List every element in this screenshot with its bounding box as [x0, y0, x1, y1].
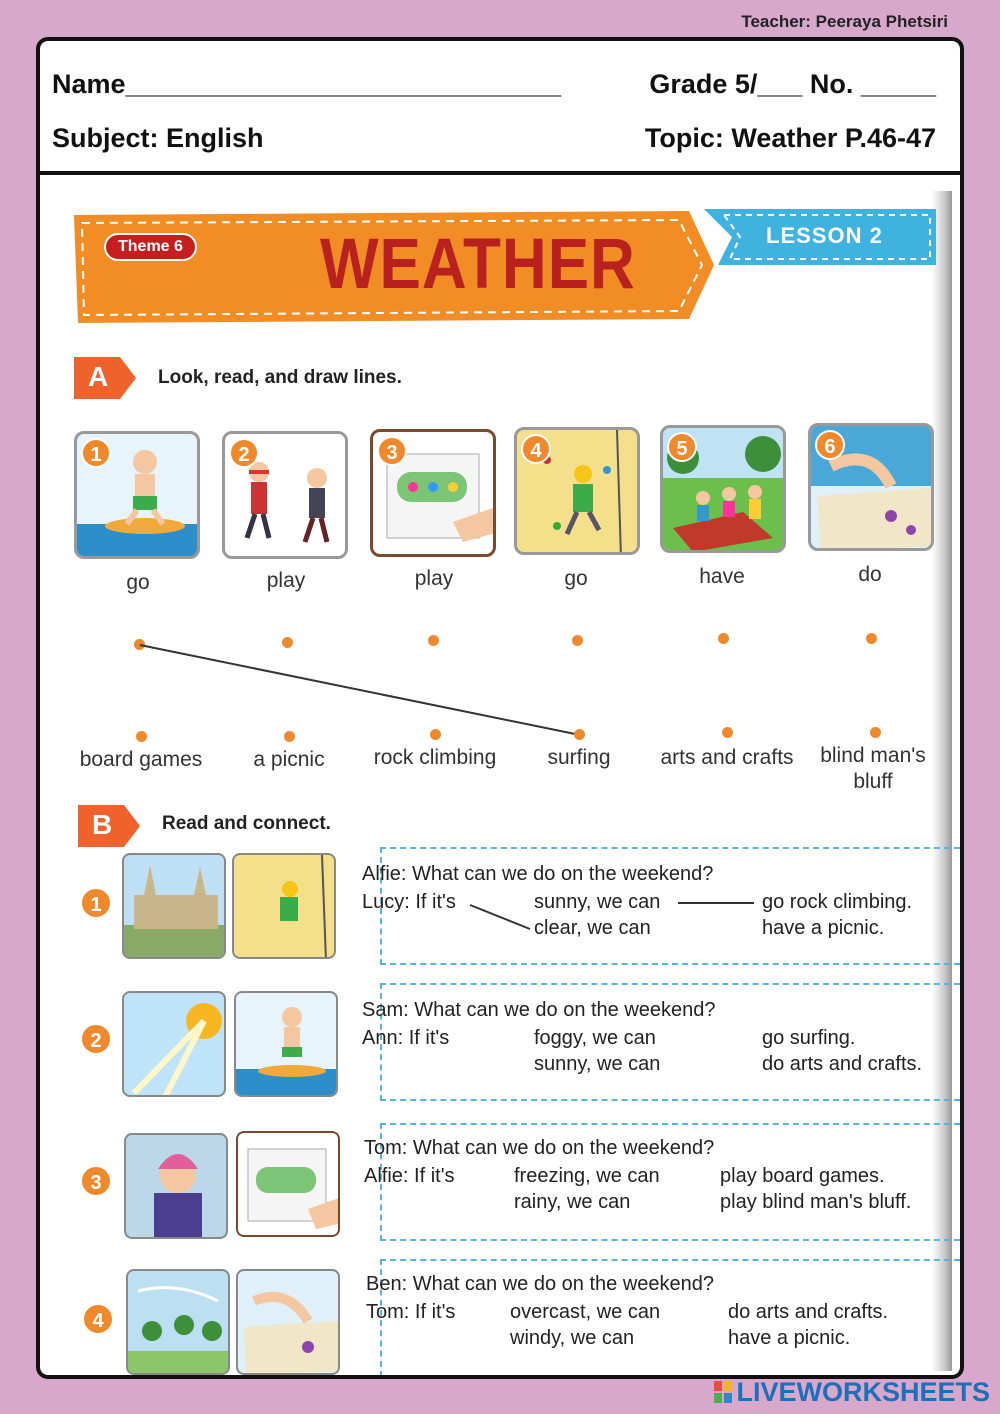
b-item-number-2: 2: [80, 1023, 112, 1055]
banner-title: WEATHER: [320, 224, 636, 305]
weather-option-2a: foggy, we can: [534, 1027, 656, 1049]
activity-option-4b: have a picnic.: [728, 1327, 851, 1349]
weather-picture-windy: [126, 1269, 230, 1375]
worksheet-header: [40, 41, 960, 175]
verb-1: go: [126, 571, 150, 594]
activity-option-1b: have a picnic.: [762, 917, 885, 939]
noun-board-games: board games: [79, 748, 203, 771]
subject-label: Subject: English: [52, 123, 264, 153]
weather-picture-sunny: [122, 991, 226, 1097]
name-field[interactable]: Name_____________________________: [52, 69, 562, 99]
verb-4: go: [564, 567, 588, 590]
b-item-number-3: 3: [80, 1165, 112, 1197]
verb-6: do: [858, 563, 882, 586]
weather-option-3a: freezing, we can: [514, 1165, 660, 1187]
noun-arts-and-crafts: arts and crafts: [660, 746, 794, 769]
activity-option-2a: go surfing.: [762, 1027, 856, 1049]
noun-bluff: bluff: [853, 770, 893, 793]
verb-5: have: [699, 565, 745, 588]
logo-text: LIVEWORKSHEETS: [736, 1377, 990, 1407]
verb-3: play: [414, 567, 454, 590]
activity-picture-surfing: [234, 991, 338, 1097]
question-1: Alfie: What can we do on the weekend?: [362, 863, 714, 885]
theme-badge: Theme 6: [104, 233, 197, 261]
connect-lines-1: [64, 191, 952, 991]
section-b-instruction: Read and connect.: [162, 813, 331, 834]
question-3: Tom: What can we do on the weekend?: [364, 1137, 715, 1159]
question-4: Ben: What can we do on the weekend?: [366, 1273, 715, 1295]
section-a-instruction: Look, read, and draw lines.: [158, 367, 402, 388]
topic-label: Topic: Weather P.46-47: [644, 123, 936, 153]
card-number: 2: [229, 438, 259, 468]
weather-picture-freezing: [124, 1133, 228, 1239]
weather-option-1a: sunny, we can: [534, 891, 661, 913]
logo-icon: [714, 1381, 732, 1403]
textbook-page: [64, 191, 952, 1371]
b-item-number-4: 4: [82, 1303, 114, 1335]
activity-option-4a: do arts and crafts.: [728, 1301, 889, 1323]
section-b-letter: B: [92, 809, 113, 840]
worksheet: [36, 37, 964, 1379]
activity-option-3a: play board games.: [720, 1165, 885, 1187]
card-number: 1: [81, 438, 111, 468]
card-number: 5: [667, 432, 697, 462]
grade-field[interactable]: Grade 5/___ No. _____: [649, 69, 936, 99]
noun-blind-mans: blind man's: [820, 744, 926, 767]
activity-option-1a: go rock climbing.: [762, 891, 913, 913]
activity-picture-arts-and-crafts: [236, 1269, 340, 1375]
activity-option-3b: play blind man's bluff.: [720, 1191, 912, 1213]
teacher-name: Teacher: Peeraya Phetsiri: [741, 12, 948, 31]
card-number: 6: [815, 430, 845, 460]
weather-option-3b: rainy, we can: [514, 1191, 631, 1213]
weather-option-4b: windy, we can: [510, 1327, 635, 1349]
section-a-letter: A: [88, 361, 109, 392]
answer-lead-2: Ann: If it's: [362, 1027, 450, 1049]
noun-a-picnic: a picnic: [253, 748, 325, 771]
verb-2: play: [266, 569, 306, 592]
activity-option-2b: do arts and crafts.: [762, 1053, 923, 1075]
weather-option-2b: sunny, we can: [534, 1053, 661, 1075]
activity-picture-board-games: [236, 1131, 340, 1237]
answer-lead-3: Alfie: If it's: [364, 1165, 455, 1187]
weather-option-1b: clear, we can: [534, 917, 651, 939]
noun-surfing: surfing: [547, 746, 611, 769]
answer-lead-1: Lucy: If it's: [362, 891, 456, 913]
lesson-label: LESSON 2: [766, 223, 883, 248]
noun-rock-climbing: rock climbing: [373, 746, 497, 769]
card-number: 4: [521, 434, 551, 464]
question-2: Sam: What can we do on the weekend?: [362, 999, 716, 1021]
weather-option-4a: overcast, we can: [510, 1301, 661, 1323]
b-item-number-1: 1: [80, 887, 112, 919]
answer-lead-4: Tom: If it's: [366, 1301, 456, 1323]
liveworksheets-logo: [714, 1377, 990, 1408]
card-number: 3: [377, 436, 407, 466]
